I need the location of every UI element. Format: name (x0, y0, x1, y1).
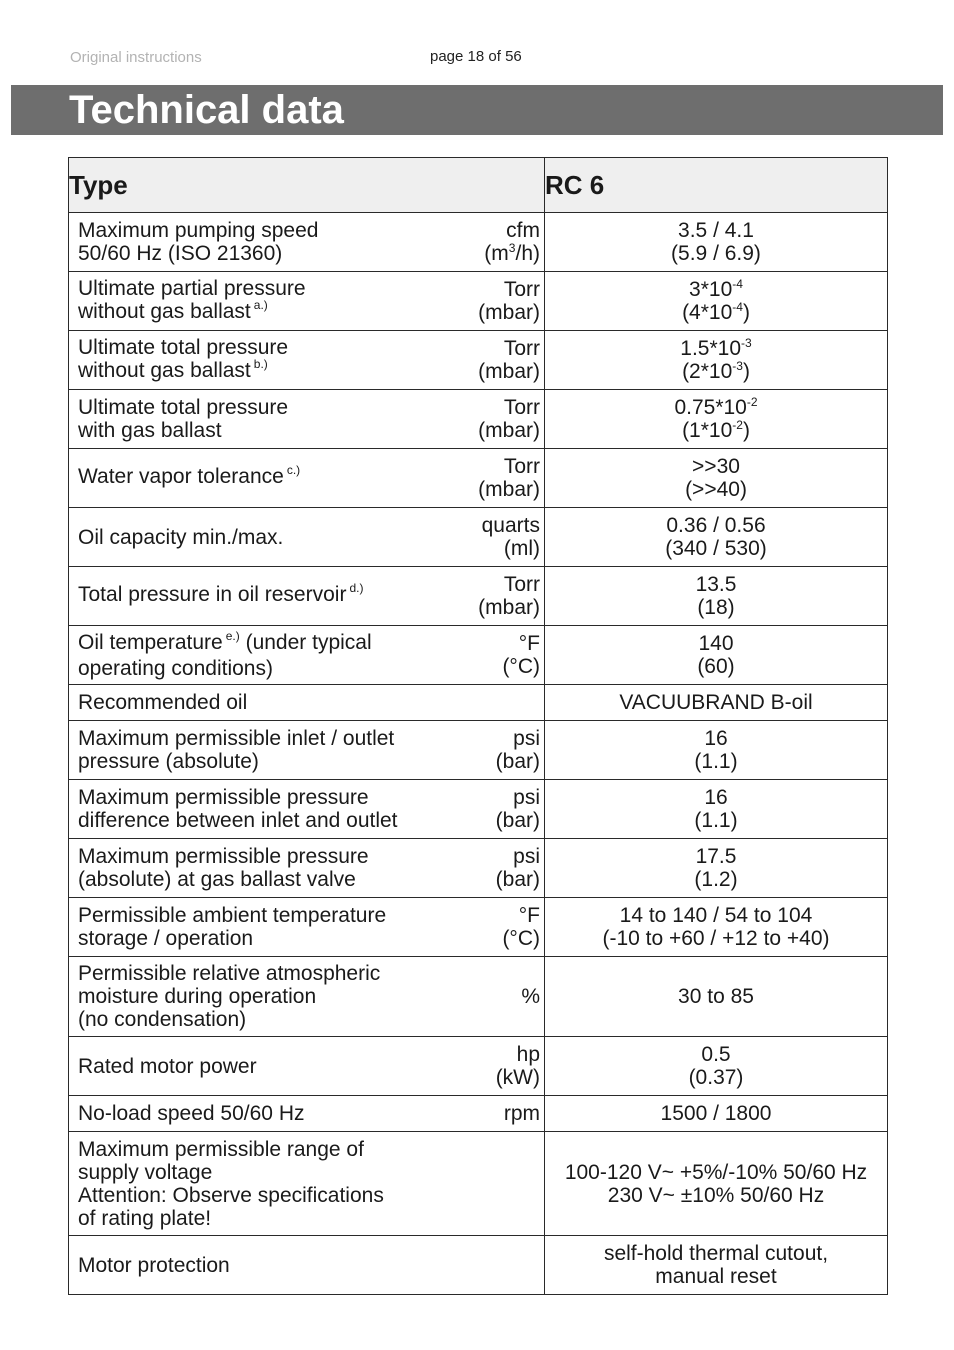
row-label-cell (69, 721, 545, 780)
table-row (69, 1037, 888, 1096)
row-label: Maximum permissible range of supply voltage Attention: Observe specifications of rating plate! (78, 1137, 384, 1230)
footnote-marker: d.) (349, 581, 364, 595)
row-label-cell (69, 331, 545, 390)
row-label: No-load speed 50/60 Hz (78, 1102, 305, 1125)
row-unit: hp (kW) (495, 1043, 540, 1089)
table-row (69, 1132, 888, 1236)
table-row (69, 721, 888, 780)
row-label: Water vapor tolerance $^{c.)}$ (78, 463, 301, 488)
row-unit: Torr (mbar) (478, 337, 540, 383)
row-label-cell (69, 1236, 545, 1295)
row-value: self-hold thermal cutout, manual reset (545, 1236, 888, 1295)
row-label-cell (69, 685, 545, 721)
table-row (69, 213, 888, 272)
row-value: VACUUBRAND B-oil (545, 685, 888, 721)
row-unit: °F (°C) (502, 904, 540, 950)
row-unit: cfm $(m^3/h)$ (484, 219, 540, 265)
row-value: 0.36 / 0.56 (340 / 530) (545, 508, 888, 567)
row-label: Recommended oil (78, 691, 248, 714)
footnote-marker: b.) (253, 356, 268, 371)
row-label-cell (69, 449, 545, 508)
row-unit: psi (bar) (495, 786, 540, 832)
footnote-marker: e.) (225, 628, 240, 643)
row-unit: Torr (mbar) (478, 455, 540, 501)
table-row (69, 1096, 888, 1132)
row-label-cell (69, 567, 545, 626)
row-value: 14 to 140 / 54 to 104 (-10 to +60 / +12 to +40) (545, 898, 888, 957)
row-value: 100-120 V~ +5%/-10% 50/60 Hz 230 V~ ±10% 50/60 Hz (545, 1132, 888, 1236)
row-label: Maximum permissible inlet / outlet pressure (absolute) (78, 727, 395, 773)
row-unit: quarts (ml) (481, 514, 540, 560)
table-header-row (69, 158, 888, 213)
table-row (69, 1236, 888, 1295)
row-label: Maximum pumping speed 50/60 Hz (ISO 21360) (78, 219, 319, 265)
row-unit: % (521, 985, 540, 1008)
row-label: Total pressure in oil reservoir $^{d.)}$ (78, 581, 364, 606)
header-document-note: Original instructions (70, 49, 202, 66)
row-value: 16 (1.1) (545, 780, 888, 839)
row-label: Permissible ambient temperature storage / operation (78, 904, 387, 950)
title-bar (11, 85, 943, 135)
row-label: Maximum permissible pressure difference between inlet and outlet (78, 786, 398, 832)
type-header: Type (69, 158, 545, 213)
row-label: Ultimate partial pressure without gas ballast $^{a.)}$ (78, 276, 306, 323)
row-label-cell (69, 508, 545, 567)
table-row (69, 449, 888, 508)
row-label: Oil temperature $^{e.)}$ (under typical operating conditions) (78, 628, 372, 680)
table-row (69, 567, 888, 626)
table-row (69, 780, 888, 839)
row-value: 140 (60) (545, 626, 888, 685)
technical-data-table (68, 157, 888, 1295)
table-row (69, 898, 888, 957)
row-label: Ultimate total pressure without gas ballast $^{b.)}$ (78, 335, 289, 382)
table-row (69, 957, 888, 1037)
row-label-cell (69, 957, 545, 1037)
row-value: $0.75*10^{-2}$ $(1*10^{-2})$ (545, 390, 888, 449)
row-unit: psi (bar) (495, 727, 540, 773)
row-label-cell (69, 1132, 545, 1236)
row-label-cell (69, 1037, 545, 1096)
table-row (69, 839, 888, 898)
row-value: 3.5 / 4.1 (5.9 / 6.9) (545, 213, 888, 272)
row-label-cell (69, 626, 545, 685)
row-label-cell (69, 272, 545, 331)
row-unit: Torr (mbar) (478, 573, 540, 619)
table-row (69, 626, 888, 685)
model-header: RC 6 (545, 158, 888, 213)
row-unit: Torr (mbar) (478, 278, 540, 324)
row-label-cell (69, 780, 545, 839)
row-unit: °F (°C) (502, 632, 540, 678)
footnote-marker: a.) (253, 297, 268, 312)
row-label: Oil capacity min./max. (78, 525, 284, 549)
table-row (69, 331, 888, 390)
row-value: $3*10^{-4}$ $(4*10^{-4})$ (545, 272, 888, 331)
row-unit: Torr (mbar) (478, 396, 540, 442)
row-unit: psi (bar) (495, 845, 540, 891)
row-value: $1.5*10^{-3}$ $(2*10^{-3})$ (545, 331, 888, 390)
row-label-cell (69, 1096, 545, 1132)
row-label-cell (69, 839, 545, 898)
row-value: 17.5 (1.2) (545, 839, 888, 898)
row-label-cell (69, 390, 545, 449)
table-row (69, 390, 888, 449)
row-label: Motor protection (78, 1253, 230, 1277)
row-label: Permissible relative atmospheric moisture during operation (no condensation) (78, 962, 381, 1031)
row-value: 1500 / 1800 (545, 1096, 888, 1132)
row-value: 0.5 (0.37) (545, 1037, 888, 1096)
table-row (69, 272, 888, 331)
row-value: 13.5 (18) (545, 567, 888, 626)
row-label: Ultimate total pressure with gas ballast (78, 396, 289, 442)
footnote-marker: c.) (286, 463, 301, 477)
table-row (69, 508, 888, 567)
row-value: >>30 (>>40) (545, 449, 888, 508)
row-label-cell (69, 898, 545, 957)
page-title: Technical data (69, 88, 344, 132)
row-value: 16 (1.1) (545, 721, 888, 780)
row-unit: rpm (503, 1102, 540, 1125)
page-number: page 18 of 56 (430, 48, 522, 65)
row-label: Maximum permissible pressure (absolute) at gas ballast valve (78, 845, 369, 891)
row-label: Rated motor power (78, 1054, 257, 1078)
table-row (69, 685, 888, 721)
row-label-cell (69, 213, 545, 272)
row-value: 30 to 85 (545, 957, 888, 1037)
